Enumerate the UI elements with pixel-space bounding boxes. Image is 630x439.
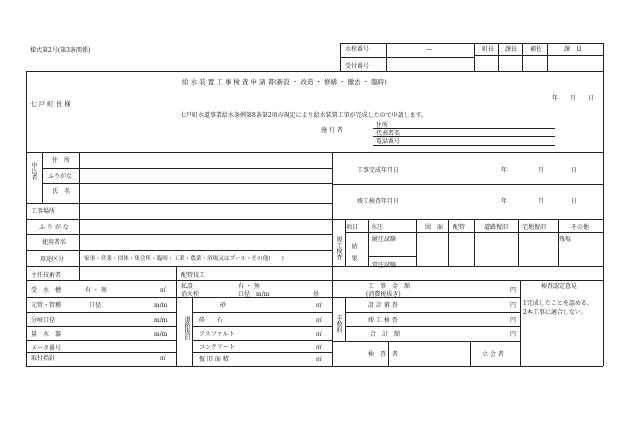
opinion-label: 検査認定意見 [541, 283, 578, 290]
approval-staff: 課 員 [564, 46, 583, 53]
inspection-result-label: 結 果 [350, 243, 357, 261]
rule-h-168 [42, 168, 332, 169]
road-asphalt-label: アスファルト [199, 331, 235, 338]
rule-v-79 [79, 152, 80, 280]
inspection-date-label: 竣工検査年月日 [357, 198, 400, 205]
road-sand-label: 砂 [220, 302, 227, 309]
rule-h-183 [42, 183, 332, 184]
contractor-label: 施 行 者 [321, 127, 343, 134]
meter-reading-unit: ㎥ [160, 355, 167, 362]
completion-month-unit: 月 [538, 167, 545, 174]
rule-h-341 [332, 341, 520, 342]
rule-contractor-tel [373, 145, 555, 146]
chief-engineer-label: 主任技術者 [31, 272, 62, 279]
form-number: 様式第2号(第3条関係) [30, 47, 91, 54]
usage-options[interactable]: 家事・営業・団体・集会所・臨時・工業・農業・浴場又はプール・その他( ) [84, 256, 284, 262]
inspection-year-unit: 年 [501, 198, 508, 205]
site-label: 工事場所 [31, 208, 56, 215]
inspection-header-piping: 配管 [453, 224, 466, 231]
rule-h-297 [26, 297, 520, 298]
rule-v-474 [474, 219, 475, 266]
piping-engineer-field[interactable] [225, 268, 331, 280]
road-asphalt-unit: ㎡ [316, 331, 323, 338]
applicant-name-label: 氏 名 [52, 188, 71, 195]
completion-day-unit: 日 [571, 167, 578, 174]
addressee: 七 戸 町 長 様 [30, 100, 71, 108]
rule-v-448 [448, 219, 449, 266]
road-gravel-label: 砕 石 [199, 317, 224, 324]
applicant-group-label: 申込者 [30, 162, 37, 180]
rule-top-table-col1 [386, 43, 387, 71]
rule-h-326a [26, 326, 176, 327]
application-statement: 七戸町水道事業給水条例第8条第2項の規定により給水装置工事が完成したので申請します。 [180, 112, 428, 119]
contractor-tel-label: 電話番号 [376, 138, 401, 145]
applicant-furigana-field[interactable] [80, 169, 332, 183]
rule-h-203 [26, 203, 332, 204]
opinion-reject[interactable]: 2本工事に適合しない。 [523, 309, 587, 316]
water-meter-label: 量 水 器 [31, 331, 62, 338]
total-label: 合 計 額 [370, 331, 401, 338]
rule-v-176 [176, 266, 177, 366]
receipt-no-field[interactable] [386, 58, 474, 71]
rule-v-520 [520, 280, 521, 366]
rule-contractor-address [373, 128, 555, 129]
approval-section-chief: 課長 [505, 46, 518, 53]
user-furigana-field[interactable] [80, 220, 332, 234]
rule-top-table-top [340, 43, 603, 44]
hydrant-line2: 消火栓 [181, 291, 200, 298]
completion-inspection-label: 竣 工 検 査 [368, 317, 398, 324]
road-group-label: 道路復旧 [183, 316, 190, 340]
chief-engineer-field[interactable] [80, 268, 176, 280]
rule-v-558 [558, 219, 559, 266]
rule-h-266 [26, 266, 603, 267]
completion-date-label: 工事完成年月日 [357, 167, 400, 174]
meter-reading-label: 取付指針 [31, 355, 56, 362]
rule-h-326c [345, 326, 520, 327]
rule-top-table-left [340, 43, 341, 71]
rule-top-table-mid [340, 57, 474, 58]
inspection-group-label: 竣工検査 [335, 236, 342, 260]
water-tank-label: 受 水 槽 [31, 287, 62, 294]
rule-v-388 [388, 341, 389, 366]
inspection-month-unit: 月 [538, 198, 545, 205]
meter-number-label: メータ番号 [31, 345, 62, 352]
witness-label: 立 会 者 [482, 351, 504, 358]
rule-v-470 [470, 341, 471, 366]
applicant-address-field[interactable] [80, 153, 332, 167]
road-sand-unit: ㎡ [316, 302, 323, 309]
rule-h-326b [192, 326, 332, 327]
fee-group-label: 手数料 [335, 315, 342, 333]
rule-v-368 [368, 219, 369, 266]
main-pipe-unit: m/m [154, 302, 168, 309]
completion-year-unit: 年 [501, 167, 508, 174]
inspection-header-pressure: 水圧 [371, 224, 384, 231]
design-review-yen: 円 [510, 302, 517, 309]
water-meter-no-label: 水栓番号 [345, 46, 370, 53]
application-date: 年 月 日 [552, 95, 595, 102]
rule-v-332 [332, 152, 333, 366]
branch-bore-unit: m/m [154, 317, 168, 324]
user-name-field[interactable] [80, 235, 332, 249]
static-test-label: 常圧試験 [372, 262, 397, 269]
rule-approval-header [474, 55, 603, 56]
inspection-header-road-restore: 道路復旧 [484, 224, 509, 231]
amount-yen: 円 [510, 287, 517, 294]
inspection-header-other: その他 [571, 224, 590, 231]
rule-h-256 [368, 256, 416, 257]
opinion-accept[interactable]: 1完成したことを認める。 [523, 300, 593, 307]
total-yen: 円 [510, 331, 517, 338]
amount-sub-label: (消費税抜き) [366, 291, 401, 298]
rule-top-table-col2 [474, 43, 475, 71]
applicant-name-field[interactable] [80, 184, 332, 198]
hydrant-bore: 口径 m/m [238, 291, 270, 298]
rule-h-234 [26, 234, 332, 235]
road-gravel-unit: ㎡ [316, 317, 323, 324]
water-tank-choice[interactable]: 有 ・ 無 [85, 287, 107, 294]
contractor-address-label: 住所 [376, 122, 389, 129]
inspection-header-land-restore: 宅地復旧 [522, 224, 547, 231]
rule-frame-right [603, 71, 604, 366]
water-tank-unit: ㎥ [160, 287, 167, 294]
inspection-header-item: 項目 [346, 224, 359, 231]
inspection-day-unit: 日 [571, 198, 578, 205]
receipt-no-label: 受付番号 [345, 63, 370, 70]
water-meter-unit: m/m [154, 331, 168, 338]
rule-v-42 [42, 152, 43, 203]
rule-h-312a [26, 312, 176, 313]
hydrant-count-unit: 基 [313, 291, 320, 298]
rule-h-219 [26, 219, 603, 220]
rule-v-518 [518, 219, 519, 266]
rule-h-280 [26, 280, 603, 281]
rule-approval-col3 [547, 43, 548, 71]
main-pipe-label: 元管・管種 [31, 302, 62, 309]
rule-h-352 [26, 352, 176, 353]
applicant-furigana-label: ふりがな [48, 173, 73, 180]
road-area-label: 復 旧 面 積 [199, 356, 229, 363]
rule-v-345b [345, 297, 346, 341]
usage-label: 用途区分 [40, 256, 65, 263]
approval-mayor: 町長 [482, 46, 495, 53]
inspector-label: 検 査 者 [368, 351, 399, 358]
completion-inspection-yen: 円 [510, 317, 517, 324]
rule-contractor-rep [373, 136, 555, 137]
design-review-label: 設 計 審 査 [368, 302, 398, 309]
rule-approval-col2 [522, 43, 523, 71]
main-pipe-bore-label: 口径 [89, 302, 102, 309]
rule-h-152 [26, 152, 603, 153]
contractor-rep-label: 代表者名 [376, 130, 401, 137]
rule-v-192 [192, 297, 193, 366]
hydrant-choice[interactable]: 有 ・ 無 [238, 283, 260, 290]
approval-assistant: 補佐 [530, 46, 543, 53]
form-title: 給 水 装 置 工 事 検 査 申 請 書(新設 ・ 改造 ・ 修繕 ・ 撤去 ・ 臨時) [182, 78, 387, 86]
user-furigana-label: ふ り が な [39, 224, 69, 231]
rule-top-table-right [603, 43, 604, 71]
road-concrete-unit: ㎡ [316, 344, 323, 351]
road-area-unit: ㎡ [316, 356, 323, 363]
rule-h-184 [332, 184, 603, 185]
rule-h-312c [345, 312, 520, 313]
water-meter-no-value[interactable]: ― [426, 46, 432, 53]
hydrant-line1: 私設 [181, 283, 194, 290]
inspection-header-drawing: 図 面 [425, 224, 444, 231]
amount-label: 工 事 金 額 [368, 283, 411, 290]
rule-v-345a [345, 219, 346, 266]
branch-bore-label: 分岐口径 [31, 317, 56, 324]
residual-chlorine-label: 残塩 [559, 236, 572, 243]
piping-engineer-label: 配管技工 [181, 272, 206, 279]
rule-h-340b [192, 340, 332, 341]
applicant-address-label: 住 所 [52, 157, 71, 164]
rule-frame-bottom [26, 366, 603, 367]
rule-h-352b [192, 352, 332, 353]
rule-frame-top [26, 71, 603, 72]
pressure-test-label: 耐圧試験 [372, 236, 397, 243]
rule-approval-col1 [498, 43, 499, 71]
road-concrete-label: コンクリート [199, 344, 235, 351]
rule-h-250 [26, 250, 332, 251]
site-field[interactable] [80, 204, 332, 218]
rule-h-340a [26, 340, 176, 341]
rule-h-312b [192, 312, 332, 313]
rule-v-416 [416, 219, 417, 266]
user-name-label: 使用者名 [42, 239, 67, 246]
